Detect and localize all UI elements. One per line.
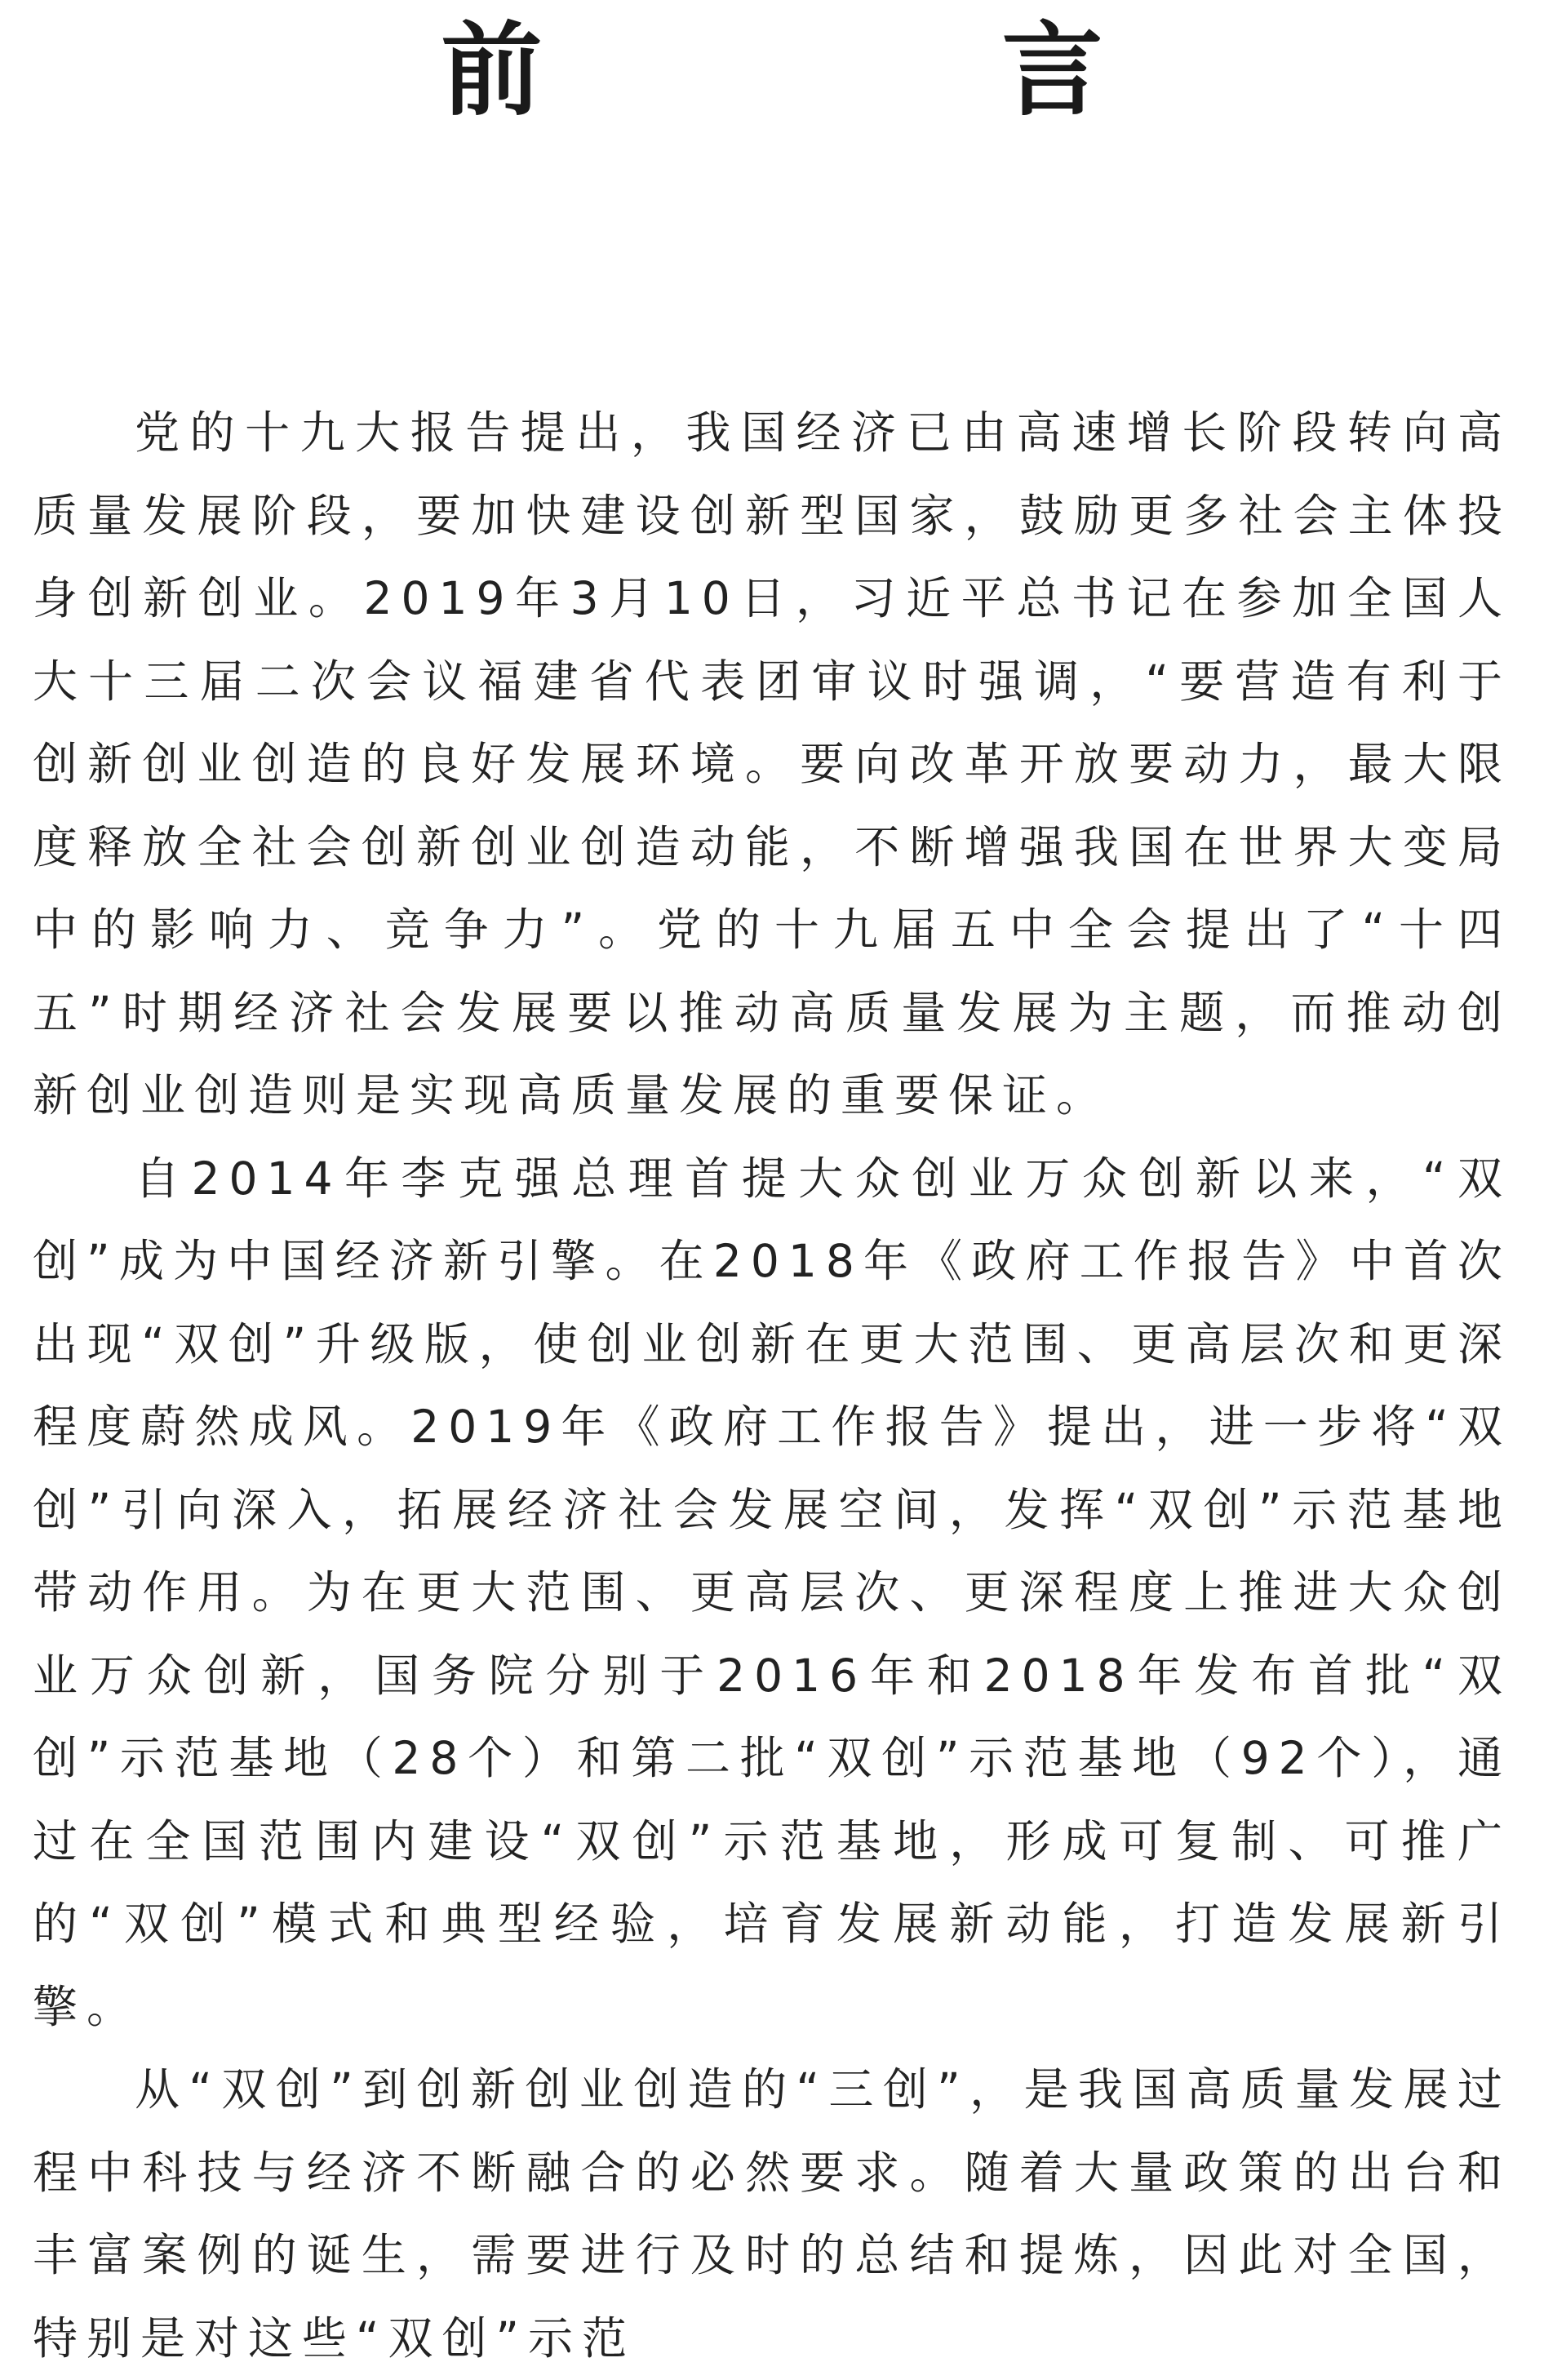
page-title: 前 言 xyxy=(441,11,1316,130)
paragraph-1: 党的十九大报告提出，我国经济已由高速增长阶段转向高质量发展阶段，要加快建设创新型国家，鼓励更多社会主体投身创新创业。2019年3月10日，习近平总书记在参加全国人大十三届二次会议福建省代表团审议时强调，“要营造有利于创新创业创造的良好发展环境。要向改革开放要动力，最大限度释放全社会创新创业创造动能，不断增强我国在世界大变局中的影响力、竞争力”。党的十九届五中全会提出了“十四五”时期经济社会发展要以推动高质量发展为主题，而推动创新创业创造则是实现高质量发展的重要保证。 xyxy=(33,406,1511,1121)
paragraph-3: 从“双创”到创新创业创造的“三创”，是我国高质量发展过程中科技与经济不断融合的必然要求。随着大量政策的出台和丰富案例的诞生，需要进行及时的总结和提炼，因此对全国，特别是对这些“双创”示范 xyxy=(33,2063,1511,2364)
paragraph-2: 自2014年李克强总理首提大众创业万众创新以来，“双创”成为中国经济新引擎。在2018年《政府工作报告》中首次出现“双创”升级版，使创业创新在更大范围、更高层次和更深程度蔚然成风。2019年《政府工作报告》提出，进一步将“双创”引向深入，拓展经济社会发展空间，发挥“双创”示范基地带动作用。为在更大范围、更高层次、更深程度上推进大众创业万众创新，国务院分别于2016年和2018年发布首批“双创”示范基地（28个）和第二批“双创”示范基地（92个），通过在全国范围内建设“双创”示范基地，形成可复制、可推广的“双创”模式和典型经验，培育发展新动能，打造发展新引擎。 xyxy=(33,1152,1511,2033)
body-text xyxy=(33,392,1511,2380)
